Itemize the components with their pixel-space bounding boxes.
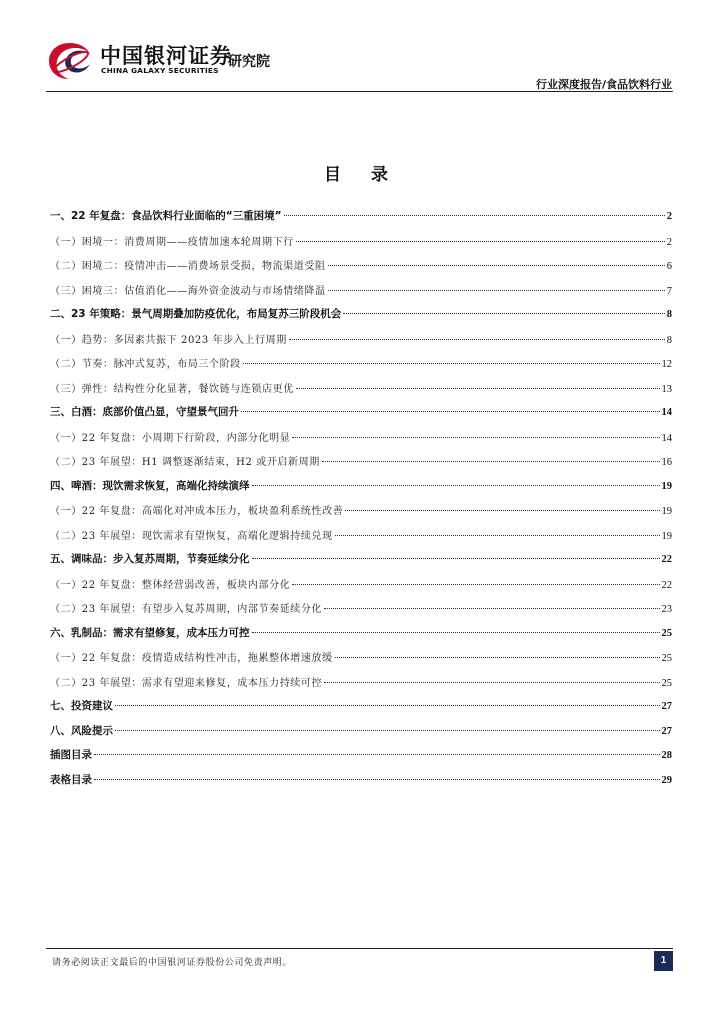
page-number-badge: 1 [654,951,673,971]
header-divider [46,91,673,92]
dot-leader [252,485,660,486]
dot-leader [343,313,664,314]
toc-entry-text: （一）趋势：多因素共振下 2023 年步入上行周期 [50,334,287,346]
toc-entry[interactable] [50,404,672,429]
toc-entry[interactable] [50,257,672,282]
dot-leader [296,241,665,242]
toc-entry-text: （二）23 年展望：现饮需求有望恢复，高端化逻辑持续兑现 [50,530,333,542]
toc-page-number: 27 [661,725,672,737]
toc-page-number: 14 [661,432,672,444]
toc-entry-text: （一）困境一：消费周期——疫情加速本轮周期下行 [50,236,294,248]
dot-leader [115,705,660,706]
toc-page-number: 8 [666,309,672,320]
toc-entry-text: 插图目录 [50,749,92,761]
toc-entry-text: （一）22 年复盘：疫情造成结构性冲击，拖累整体增速放缓 [50,653,333,664]
dot-leader [322,461,660,462]
toc-title: 目 录 [324,165,400,185]
toc-page-number: 14 [661,407,672,418]
toc-entry-text: （一）22 年复盘：小周期下行阶段，内部分化明显 [50,432,291,444]
toc-page-number: 2 [666,236,672,248]
toc-entry[interactable] [50,380,672,405]
toc-entry[interactable] [50,625,672,650]
dot-leader [345,510,659,511]
toc-page-number: 16 [661,457,672,468]
toc-entry[interactable] [50,600,672,625]
toc-page-number: 28 [661,750,672,761]
toc-page-number: 25 [661,653,672,664]
page-header [0,0,724,100]
toc-entry-text: （二）23 年展望：需求有望迎来修复，成本压力持续可控 [50,677,323,689]
toc-entry[interactable] [50,233,672,258]
toc-page-number: 23 [661,604,672,615]
toc-entry-text: 七、投资建议 [50,700,113,712]
table-of-contents [50,208,672,796]
footer-divider [46,948,673,949]
toc-page-number: 25 [661,677,672,689]
galaxy-logo-icon [46,40,94,82]
disclaimer-text: 请务必阅读正文最后的中国银河证券股份公司免责声明。 [52,958,293,968]
toc-entry-text: 五、调味品：步入复苏周期，节奏延续分化 [50,553,250,565]
toc-entry[interactable] [50,355,672,380]
institute-label: 研究院 [228,54,270,70]
toc-entry-text: （三）困境三：估值消化——海外资金波动与市场情绪降温 [50,285,326,297]
toc-entry-text: （二）困境二：疫情冲击——消费场景受损，物流渠道受阻 [50,261,326,272]
toc-entry-text: 二、23 年策略：景气周期叠加防疫优化，布局复苏三阶段机会 [50,308,342,320]
toc-page-number: 19 [661,480,672,492]
toc-page-number: 29 [661,774,672,786]
toc-entry-text: （一）22 年复盘：整体经营弱改善，板块内部分化 [50,579,291,591]
toc-entry[interactable] [50,747,672,772]
dot-leader [324,608,659,609]
toc-entry[interactable] [50,502,672,527]
toc-entry-text: 六、乳制品：需求有望修复，成本压力可控 [50,626,250,639]
toc-entry[interactable] [50,208,672,233]
dot-leader [252,558,660,559]
toc-page-number: 12 [661,359,672,370]
dot-leader [324,682,659,683]
report-type-label: 行业深度报告/食品饮料行业 [535,78,672,91]
toc-entry-text: 一、22 年复盘：食品饮料行业面临的“三重困境” [50,210,282,222]
toc-entry[interactable] [50,551,672,576]
toc-page-number: 8 [666,334,672,346]
dot-leader [335,535,660,536]
toc-page-number: 22 [661,554,672,565]
toc-entry[interactable] [50,674,672,699]
toc-page-number: 19 [661,506,672,517]
dot-leader [335,657,660,658]
dot-leader [94,779,660,780]
dot-leader [328,290,665,291]
dot-leader [252,632,660,633]
toc-entry[interactable] [50,649,672,674]
toc-entry-text: （一）22 年复盘：高端化对冲成本压力，板块盈利系统性改善 [50,506,344,517]
dot-leader [241,411,660,412]
toc-entry[interactable] [50,282,672,307]
toc-entry[interactable] [50,772,672,797]
dot-leader [284,215,665,216]
toc-page-number: 7 [666,285,672,297]
toc-entry[interactable] [50,478,672,503]
toc-entry-text: （二）23 年展望：H1 调整逐渐结束，H2 或开启新周期 [50,457,320,468]
toc-page-number: 27 [661,701,672,712]
dot-leader [296,388,660,389]
toc-entry-text: 三、白酒：底部价值凸显，守望景气回升 [50,406,239,418]
dot-leader [328,265,665,266]
dot-leader [115,730,660,731]
dot-leader [292,584,659,585]
toc-entry[interactable] [50,306,672,331]
toc-entry-text: （二）节奏：脉冲式复苏，布局三个阶段 [50,359,241,370]
toc-entry-text: 八、风险提示 [50,724,113,737]
toc-page-number: 22 [661,579,672,591]
toc-page-number: 13 [661,383,672,395]
toc-entry[interactable] [50,723,672,748]
dot-leader [243,363,660,364]
brand-name-en: CHINA GALAXY SECURITIES [101,66,219,75]
toc-page-number: 25 [661,627,672,639]
toc-entry[interactable] [50,429,672,454]
toc-entry-text: 表格目录 [50,773,92,786]
toc-entry-text: （二）23 年展望：有望步入复苏周期，内部节奏延续分化 [50,604,323,615]
toc-entry-text: （三）弹性：结构性分化显著，餐饮链与连锁店更优 [50,383,294,395]
toc-entry[interactable] [50,453,672,478]
dot-leader [292,437,659,438]
toc-entry[interactable] [50,527,672,552]
toc-entry-text: 四、啤酒：现饮需求恢复，高端化持续演绎 [50,479,250,492]
toc-entry[interactable] [50,698,672,723]
toc-page-number: 2 [666,211,672,222]
toc-page-number: 19 [661,530,672,542]
brand-name-cn: 中国银河证券 [100,44,232,68]
dot-leader [289,339,665,340]
dot-leader [94,754,660,755]
toc-entry[interactable] [50,331,672,356]
toc-page-number: 6 [666,261,672,272]
toc-entry[interactable] [50,576,672,601]
